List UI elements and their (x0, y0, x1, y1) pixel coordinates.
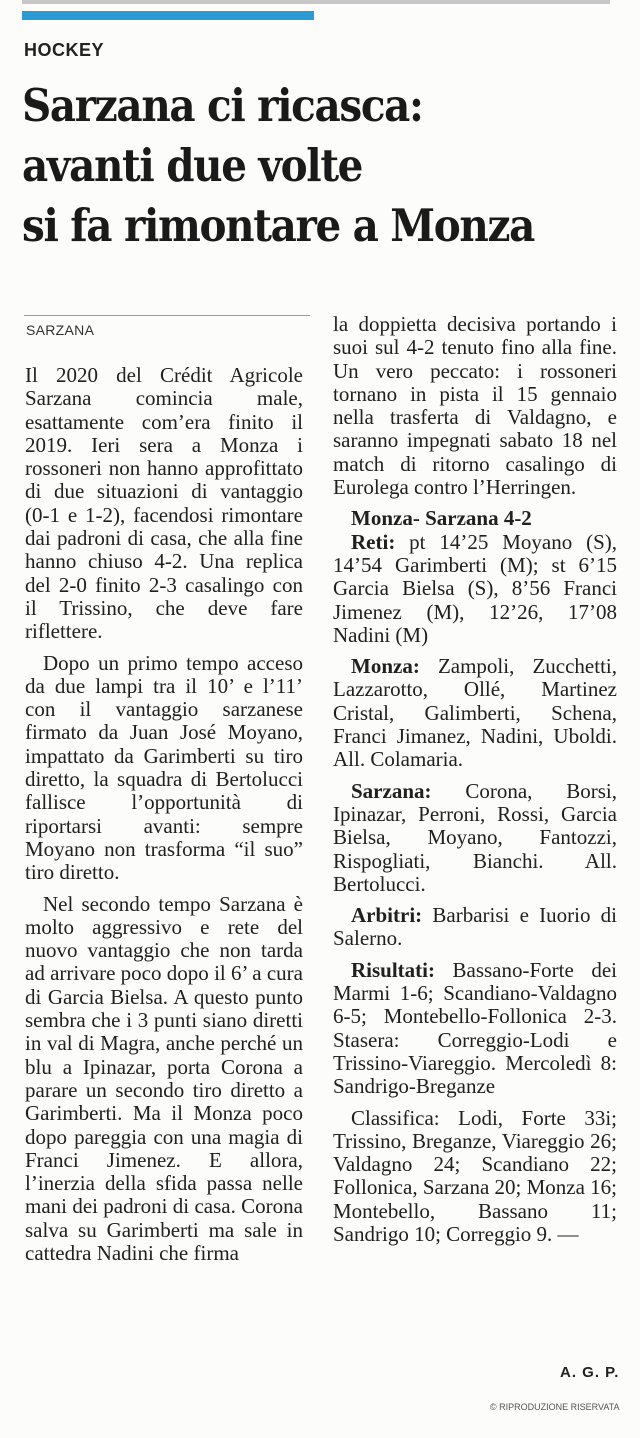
article-paragraph-1: Il 2020 del Crédit Agricole Sarzana comincia male, esattamente com’era finito il 2019. Ieri sera a Monza i rossoneri non hanno approfittato di due situazioni di vantaggio (0-1 e 1-2), facendosi rimontare dai padroni di casa, che alla fine hanno chiuso 4-2. Una replica del 2-0 finito 2-3 casalingo con il Trissino, che deve fare riflettere. (25, 363, 303, 644)
standings-line: Classifica: Lodi, Forte 33i; Trissino, Breganze, Viareggio 26; Valdagno 24; Scandiano 22; Follonica, Sarzana 20; Monza 16; Montebello, Bassano 11; Sandrigo 10; Correggio 9. — (333, 1105, 618, 1246)
scorers-label: Reti: (351, 529, 396, 554)
match-score-title: Monza- Sarzana 4-2 (351, 506, 532, 531)
monza-lineup-text: Zampoli, Zucchetti, Lazzarotto, Ollé, Martinez Cristal, Galimberti, Schena, Franci Jimanez, Nadini, Uboldi. All. Colamaria. (333, 654, 617, 772)
sarzana-lineup-text: Corona, Borsi, Ipinazar, Perroni, Rossi, Garcia Bielsa, Moyano, Fantozzi, Rispogliati, Bianchi. All. Bertolucci. (333, 778, 617, 896)
top-rule (22, 0, 610, 4)
referees-label: Arbitri: (351, 903, 423, 928)
article-paragraph-3: Nel secondo tempo Sarzana è molto aggressivo e rete del nuovo vantaggio che non tarda ad arrivare poco dopo il 6’ a cura di Garcia Bielsa. A questo punto sembra che i 3 punti siano diretti in val di Magra, anche perché un blu a Ipinazar, porta Corona a parare un secondo tiro diretto a Garimberti. Ma il Monza poco dopo pareggia con una magia di Franci Jimenez. E allora, l’inerzia della sfida passa nelle mani dei padroni di casa. Corona salva su Garimberti ma sale in cattedra Nadini che firma (25, 891, 303, 1265)
referees-text: Barbarisi e Iuorio di Salerno. (333, 903, 617, 951)
article-column-left (25, 364, 303, 1265)
results-label: Risultati: (351, 957, 435, 982)
headline-line-2: avanti due volte (22, 139, 363, 192)
sarzana-lineup (333, 780, 617, 896)
section-accent-bar (22, 11, 314, 20)
dateline: SARZANA (26, 322, 95, 338)
headline-line-1: Sarzana ci ricasca: (22, 79, 423, 132)
headline-line-3: si fa rimontare a Monza (22, 199, 535, 252)
results-text: Bassano-Forte dei Marmi 1-6; Scandiano-Valdagno 6-5; Montebello-Follonica 2-3. Stasera: Correggio-Lodi e Trissino-Viareggio. Mercoledì 8: Sandrigo-Breganze (333, 957, 617, 1099)
article-column-right (333, 313, 617, 1246)
copyright-notice: © RIPRODUZIONE RISERVATA (490, 1402, 620, 1412)
article-paragraph-2: Dopo un primo tempo acceso da due lampi tra il 10’ e l’11’ con il vantaggio sarzanese firmato da Juan José Moyano, impattato da Garimberti su tiro diretto, la squadra di Bertolucci fallisce l’opportunità di riportarsi avanti: sempre Moyano non trasforma “il suo” tiro diretto. (25, 650, 303, 885)
article-paragraph-4: la doppietta decisiva portando i suoi sul 4-2 tenuto fino alla fine. Un vero peccato: i rossoneri tornano in pista il 15 gennaio nella trasferta di Valdagno, e saranno impegnati sabato 18 nel match di ritorno casalingo di Eurolega contro l’Herringen. (333, 312, 617, 500)
scorers-line (333, 531, 617, 647)
monza-lineup (333, 655, 617, 771)
dateline-rule (24, 315, 310, 316)
author-signature: A. G. P. (560, 1364, 620, 1381)
section-label: HOCKEY (24, 40, 105, 60)
headline (22, 76, 558, 256)
results-line (333, 959, 617, 1099)
scorers-text: pt 14’25 Moyano (S), 14’54 Garimberti (M); st 6’15 Garcia Bielsa (S), 8’56 Franci Jimenez (M), 12’26, 17’08 Nadini (M) (333, 529, 617, 647)
monza-lineup-label: Monza: (351, 654, 420, 679)
sarzana-lineup-label: Sarzana: (351, 778, 432, 803)
referees-line (333, 904, 617, 951)
